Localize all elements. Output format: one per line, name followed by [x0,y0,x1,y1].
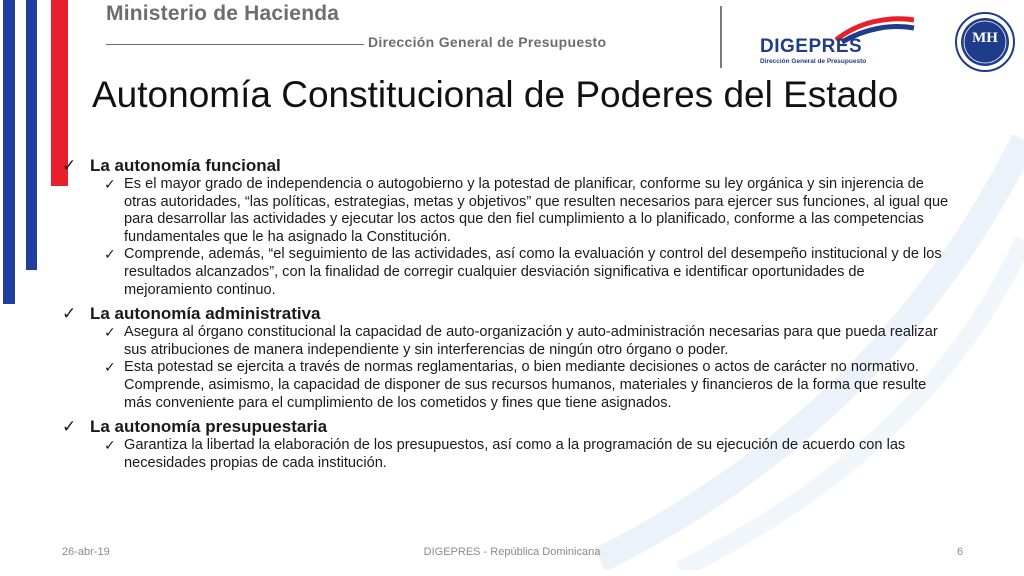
section-heading: La autonomía presupuestaria [90,417,328,437]
digepres-logo-text: DIGEPRES [760,36,863,57]
list-item [104,176,962,246]
item-text: Comprende, además, “el seguimiento de las actividades, así como la evaluación y control del desempeño institucional y de los resultados alcanzados”, con la finalidad de corregir cualquier desviación significativa e identificar oportunidades de mejoramiento continuo. [124,246,942,298]
item-text: Es el mayor grado de independencia o autogobierno y la potestad de planificar, conforme su ley orgánica y sin injerencia de otras autoridades, “las políticas, estrategias, metas y objetivos” que resulten necesarios para ejercer sus funciones, al igual que para desarrollar las actividades y ejecutar los actos que den fiel cumplimiento a lo planificado, conforme a las competencias fundamentales que le ha asignado la Constitución. [124,176,949,245]
check-icon: ✓ [104,437,116,454]
ministry-name: Ministerio de Hacienda [106,2,340,25]
slide-header [0,0,1024,72]
digepres-logo-subtitle: Dirección General de Presupuesto [760,58,867,65]
slide-title: Autonomía Constitucional de Poderes del Estado [92,74,899,115]
page-number: 6 [957,546,964,558]
slide-footer [0,546,1024,566]
check-icon: ✓ [104,324,116,341]
section-presupuestaria [62,417,962,437]
item-text: Garantiza la libertad la elaboración de los presupuestos, así como a la programación de su ejecución de acuerdo con las necesidades propias de cada institución. [124,437,906,471]
header-separator [720,6,722,68]
section-heading: La autonomía funcional [90,156,281,175]
list-item [104,246,962,299]
slide-content [62,154,962,472]
direccion-name: Dirección General de Presupuesto [368,34,607,50]
section-administrativa [62,304,962,324]
check-icon: ✓ [62,417,77,437]
check-icon: ✓ [62,304,77,324]
footer-center: DIGEPRES - República Dominicana [423,546,601,558]
list-item [104,437,962,472]
header-rule [106,44,364,45]
item-text: Esta potestad se ejercita a través de normas reglamentarias, o bien mediante decisiones o actos de carácter no normativo. Comprende, asimismo, la capacidad de disponer de sus recursos humanos, materiales y financieros de la forma que resulte más conveniente para el cumplimiento de los cometidos y fines que tiene asignados. [124,359,927,411]
check-icon: ✓ [104,176,116,192]
digepres-logo [758,14,918,64]
list-item [104,359,962,412]
check-icon: ✓ [104,359,116,376]
item-text: Asegura al órgano constitucional la capacidad de auto-organización y auto-administración necesarias para que pueda realizar sus atribuciones de manera independiente y sin interferencias de ningún otro órgano o poder. [124,324,938,358]
check-icon: ✓ [62,156,77,175]
check-icon: ✓ [104,246,116,263]
footer-date: 26-abr-19 [62,546,110,558]
section-funcional [62,156,962,176]
seal-monogram: MH [972,30,998,46]
section-heading: La autonomía administrativa [90,304,321,324]
list-item [104,324,962,359]
ministry-seal [955,12,1015,72]
